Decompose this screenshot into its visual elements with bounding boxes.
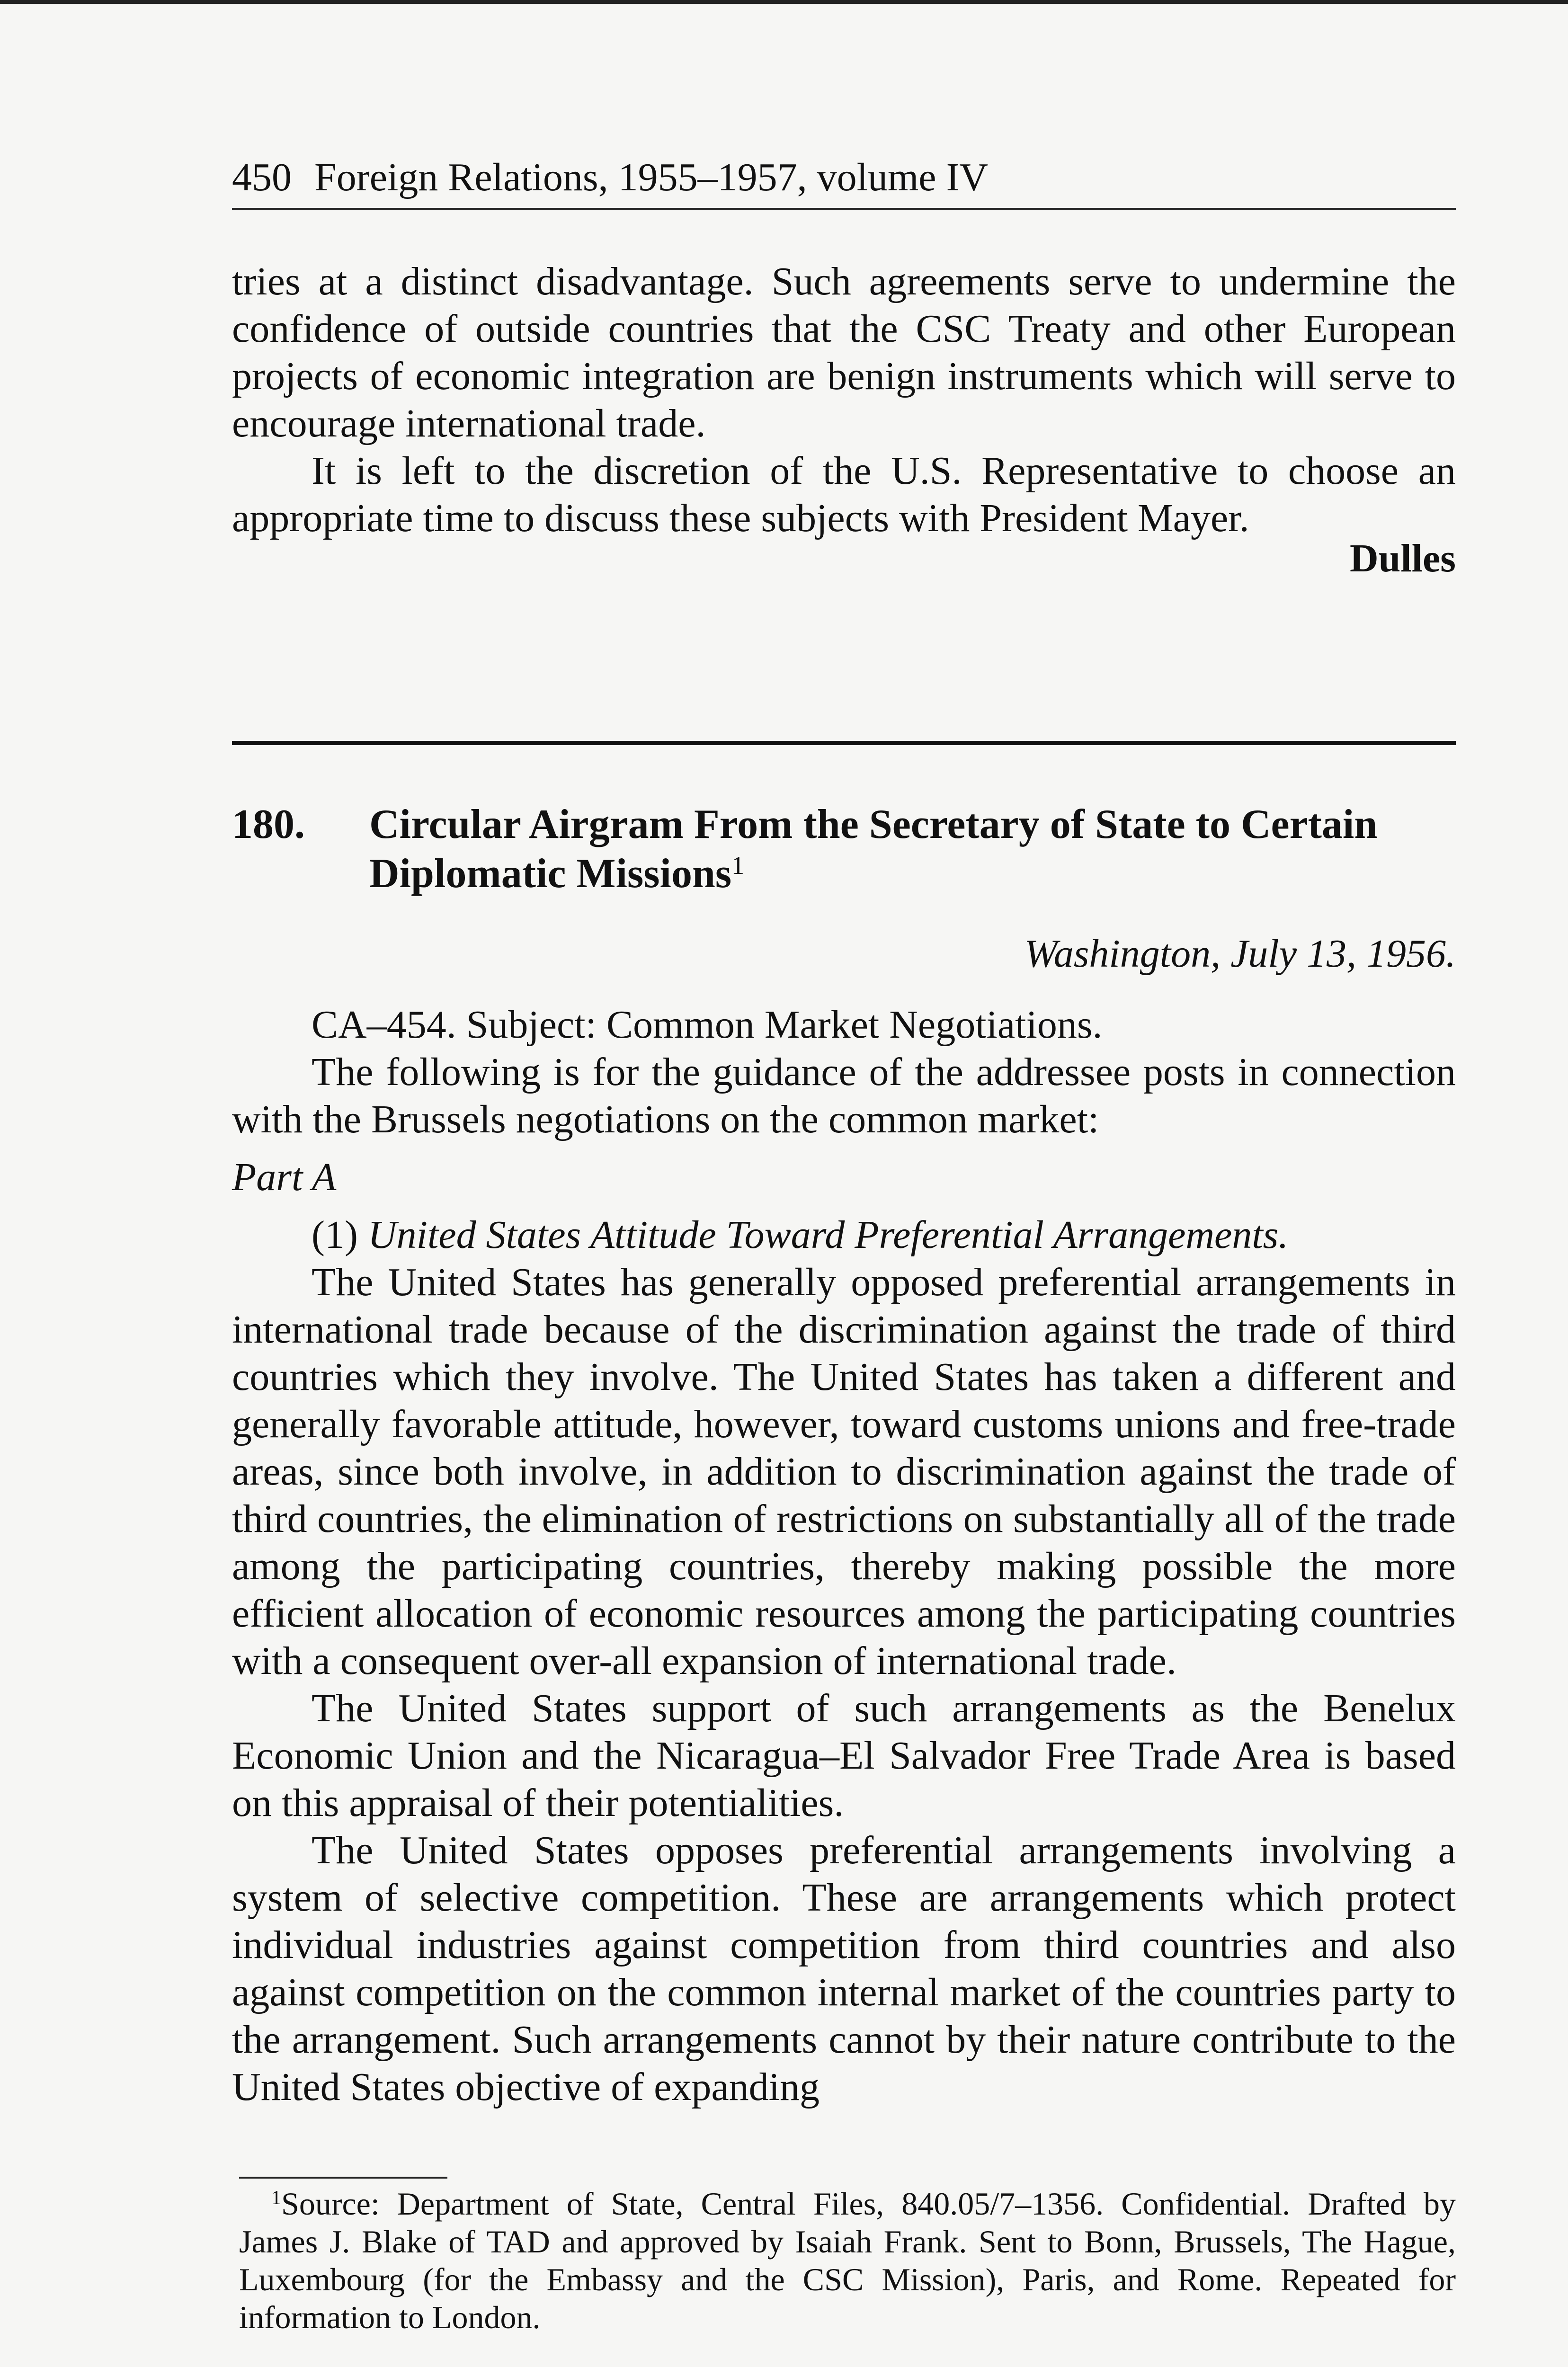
document-body — [232, 1001, 1456, 2111]
footnote-text-line — [239, 2185, 1456, 2336]
series-title: Foreign Relations, 1955–1957, volume IV — [314, 155, 989, 199]
running-header — [232, 154, 1456, 210]
continuation-paragraph: tries at a distinct disadvantage. Such agreements serve to undermine the confidence of outside countries that the CSC Treaty and other European projects of economic integration are benign instruments which will serve to encourage international trade. — [232, 259, 1456, 445]
body-paragraph: The United States opposes preferential arrangements involving a system of selective competition. These are arrangements which protect individual industries against competition from third countries and also against competition on the common internal market of the countries party to the arrangement. Such arrangements cannot by their nature contribute to the United States objective of expanding — [232, 1828, 1456, 2109]
document-title: Circular Airgram From the Secretary of State to Certain Diplomatic Missions — [369, 801, 1378, 897]
section-divider — [232, 741, 1456, 745]
body-paragraph: The United States has generally opposed preferential arrangements in international trade because of the discrimination against the trade of third countries which they involve. The United States has taken a different and generally favorable attitude, however, toward customs unions and free-trade areas, since both involve, in addition to discrimination against the trade of third countries, the elimination of restrictions on substantially all of the trade among the participating countries, thereby making possible the more efficient allocation of economic resources among the participating countries with a consequent over-all expansion of international trade. — [232, 1260, 1456, 1683]
section-title: United States Attitude Toward Preferential Arrangements. — [367, 1213, 1289, 1257]
document-number: 180. — [232, 801, 305, 847]
signature: Dulles — [1349, 536, 1456, 580]
footnote-ref: 1 — [731, 851, 745, 880]
continuation-paragraph: It is left to the discretion of the U.S. Representative to choose an appropriate time to discuss these subjects with President Mayer. — [232, 449, 1456, 540]
footnote-rule — [239, 2177, 447, 2179]
subject-line: CA–454. Subject: Common Market Negotiations. — [312, 1003, 1103, 1047]
footnote-text: Source: Department of State, Central Files, 840.05/7–1356. Confidential. Drafted by James J. Blake of TAD and approved by Isaiah Frank. Sent to Bonn, Brussels, The Hague, Luxembourg (for the Embassy and the CSC Mission), Paris, and Rome. Repeated for information to London. — [239, 2186, 1456, 2335]
section-heading-line — [232, 1211, 1456, 1259]
top-border — [0, 0, 1568, 4]
part-heading: Part A — [232, 1155, 337, 1199]
continuation-text — [232, 258, 1456, 542]
footnote-marker: 1 — [271, 2187, 281, 2209]
document-title-wrap — [369, 800, 1449, 899]
intro-paragraph: The following is for the guidance of the addressee posts in connection with the Brussels negotiations on the common market: — [232, 1050, 1456, 1141]
dateline: Washington, July 13, 1956. — [1024, 932, 1456, 976]
page-number: 450 — [232, 155, 292, 199]
footnote — [239, 2185, 1456, 2336]
section-number: (1) — [312, 1213, 358, 1257]
part-heading-line — [232, 1154, 1456, 1201]
body-paragraph: The United States support of such arrangements as the Benelux Economic Union and the Nicaragua–El Salvador Free Trade Area is based on this appraisal of their potentialities. — [232, 1686, 1456, 1825]
